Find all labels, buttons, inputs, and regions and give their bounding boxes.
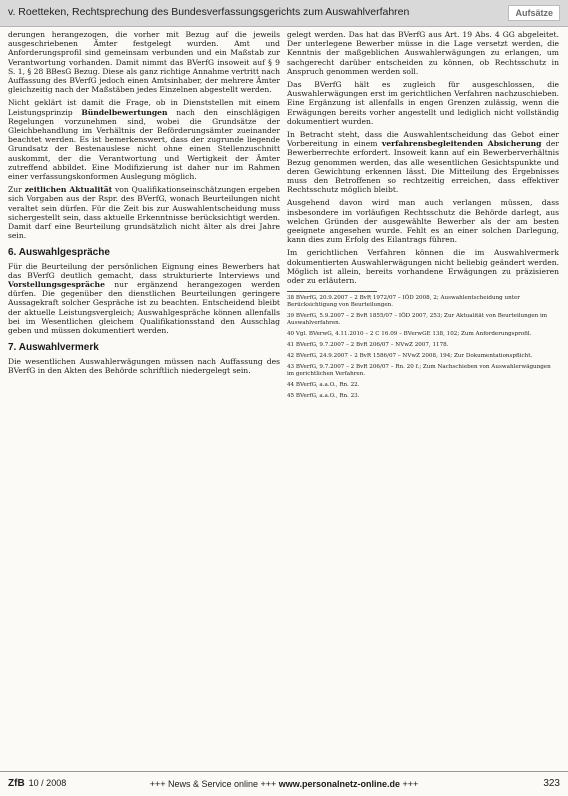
section-heading-7: 7. Auswahlvermerk [8, 342, 99, 354]
paragraph: Das BVerfG hält es zugleich für ausgeschlossen, die Auswahlerwägungen erst im gerichtlichen Verfahren nachzuschieben. Eine Ergänzung ist allenfalls in engen Grenzen zulässig, wenn die Erwägungen bereits vorher angestellt und lediglich nicht vollständig dokumentiert wurden. [287, 80, 559, 126]
issue-number: 10 / 2008 [28, 778, 67, 788]
journal-name: ZfB 10 / 2008 [8, 778, 67, 789]
running-header [0, 0, 568, 27]
paragraph: Im gerichtlichen Verfahren können die im Auswahlvermerk dokumentierten Auswahlerwägungen nicht beliebig geändert werden. Möglich ist allein, bereits vorhandene Erwägungen zu präzisieren oder zu erläutern. [287, 248, 559, 286]
paragraph: Ausgehend davon wird man auch verlangen müssen, dass insbesondere im vorläufigen Rechtsschutz die Behörde darlegt, aus welchen Gründen der ausgewählte Bewerber als der am besten geeignete angesehen wurde. Fehlt es an einer solchen Darlegung, kann dies zum Erfolg des Eilantrags führen. [287, 198, 559, 245]
page-footer [0, 771, 568, 796]
footnote: 42 BVerfG, 24.9.2007 – 2 BvR 1586/07 – NVwZ 2008, 194; Zur Dokumentationspflicht. [287, 353, 533, 360]
footnote: 43 BVerfG, 9.7.2007 – 2 BvR 206/07 – Rn. 20 f.; Zum Nachschieben von Auswahlerwägungen im gerichtlichen Verfahren. [287, 364, 551, 378]
paragraph: derungen herangezogen, die vorher mit Bezug auf die jeweils ausgeschriebenen Ämter festgelegt wurden. Amt und Anforderungsprofil sind gemeinsam verbunden und ein Maßstab zur Verantwortung vorhanden. Damit nimmt das BVerfG insoweit auf § 9 S. 1, § 28 BBesG Bezug. Diese als ganz richtige Annahme vertritt nach Auffassung des BVerfG jedoch einen Amtsinhaber, der mehrere Ämter gleichzeitig nach der Maßstäben jedes Einzelnen abgestellt werden. [8, 30, 281, 95]
bold-term: verfahrensbegleitenden Absicherung [381, 139, 542, 149]
footnote: 38 BVerfG, 20.9.2007 – 2 BvR 1972/07 – IÖD 2008, 2; Auswahlentscheidung unter Berücksichtigung von Beurteilungen. [287, 295, 520, 309]
page-number: 323 [543, 778, 560, 789]
footnote: 41 BVerfG, 9.7.2007 – 2 BvR 206/07 – NVwZ 2007, 1178. [287, 342, 449, 349]
bold-term: Vorstellungsgespräche [8, 280, 105, 290]
footnote: 44 BVerfG, a.a.O., Rn. 22. [287, 382, 360, 389]
left-column [8, 30, 280, 379]
bold-term: Bündelbewertungen [81, 107, 168, 117]
footnote: 40 Vgl. BVerwG, 4.11.2010 – 2 C 16.09 – BVerwGE 138, 102; Zum Anforderungsprofil. [287, 331, 532, 338]
paragraph: Die wesentlichen Auswahlerwägungen müssen nach Auffassung des BVerfG in den Akten des Behörde schriftlich niedergelegt sein. [8, 356, 280, 375]
section-badge: Aufsätze [508, 5, 560, 21]
paragraph: Zur zeitlichen Aktualität von Qualifikationseinschätzungen ergeben sich Vorgaben aus der Rspr. des BVerfG, wonach Beurteilungen nicht veraltet sein dürfen. Für die Zeit bis zur Auswahlentscheidung muss sichergestellt sein, dass aktuelle Erkenntnisse berücksichtigt werden. Damit darf eine Beurteilung grundsätzlich nicht älter als drei Jahre sein. [8, 185, 280, 241]
paragraph: Nicht geklärt ist damit die Frage, ob in Dienststellen mit einem Leistungsprinzip Bündelbewertungen nach den einschlägigen Regelungen vorzunehmen sind, wobei die Grundsätze der Gleichbehandlung im Verhältnis der Beförderungsämter zueinander beachtet werden. Es ist bemerkenswert, dass der zugrunde liegende Grundsatz der Bestenauslese nicht ohne einen Stellenzuschnitt auskommt, der die Verantwortung und Wertigkeit der Ämter zutreffend abbildet. Eine Modifizierung ist daher nur im Rahmen einer verfassungskonformen Auslegung möglich. [8, 98, 280, 182]
footnote: 45 BVerfG, a.a.O., Rn. 23. [287, 393, 360, 400]
footer-banner: +++ News & Service online +++ www.personalnetz-online.de +++ [149, 779, 419, 789]
paragraph: Für die Beurteilung der persönlichen Eignung eines Bewerbers hat das BVerfG deutlich gemacht, dass strukturierte Interviews und Vorstellungsgespräche nur ergänzend herangezogen werden dürfen. Die gegenüber den dienstlichen Beurteilungen geringere Aussagekraft solcher Gespräche ist zu beachten. Entscheidend bleibt der aktuelle Leistungsvergleich; Auswahlgespräche können allenfalls bei im Wesentlichen gleichem Qualifikationsstand den Ausschlag geben und müssen dokumentiert werden. [8, 261, 280, 336]
bold-term: zeitlichen Aktualität [24, 185, 113, 195]
right-column [287, 30, 559, 404]
section-heading-6: 6. Auswahlgespräche [8, 247, 110, 259]
footnote-divider [287, 291, 377, 292]
paragraph: In Betracht steht, dass die Auswahlentscheidung das Gebot einer Vorbereitung in einem verfahrensbegleitenden Absicherung der Bewerberrechte erfordert. Insoweit kann auf ein Bewerberverhältnis Bezug genommen werden, das alle wesentlichen Gesichtspunkte und deren Gewichtung erkennen lässt. Die Mitteilung des Ergebnisses muss den Betroffenen so rechtzeitig erreichen, dass effektiver Rechtsschutz möglich bleibt. [287, 130, 559, 195]
running-title: v. Roetteken, Rechtsprechung des Bundesverfassungsgerichts zum Auswahlverfahren [8, 6, 410, 18]
footnote: 39 BVerfG, 5.9.2007 – 2 BvR 1855/07 – IÖD 2007, 253; Zur Aktualität von Beurteilungen im Auswahlverfahren. [287, 313, 548, 327]
website-link[interactable]: www.personalnetz-online.de [278, 779, 400, 789]
paragraph: gelegt werden. Das hat das BVerfG aus Art. 19 Abs. 4 GG abgeleitet. Der unterlegene Bewerber müsse in die Lage versetzt werden, die Kenntnis der maßgeblichen Auswahlerwägungen zu erlangen, um sachgerecht darüber entscheiden zu können, ob Rechtsschutz in Anspruch genommen werden soll. [287, 30, 559, 76]
footnotes [287, 295, 559, 400]
